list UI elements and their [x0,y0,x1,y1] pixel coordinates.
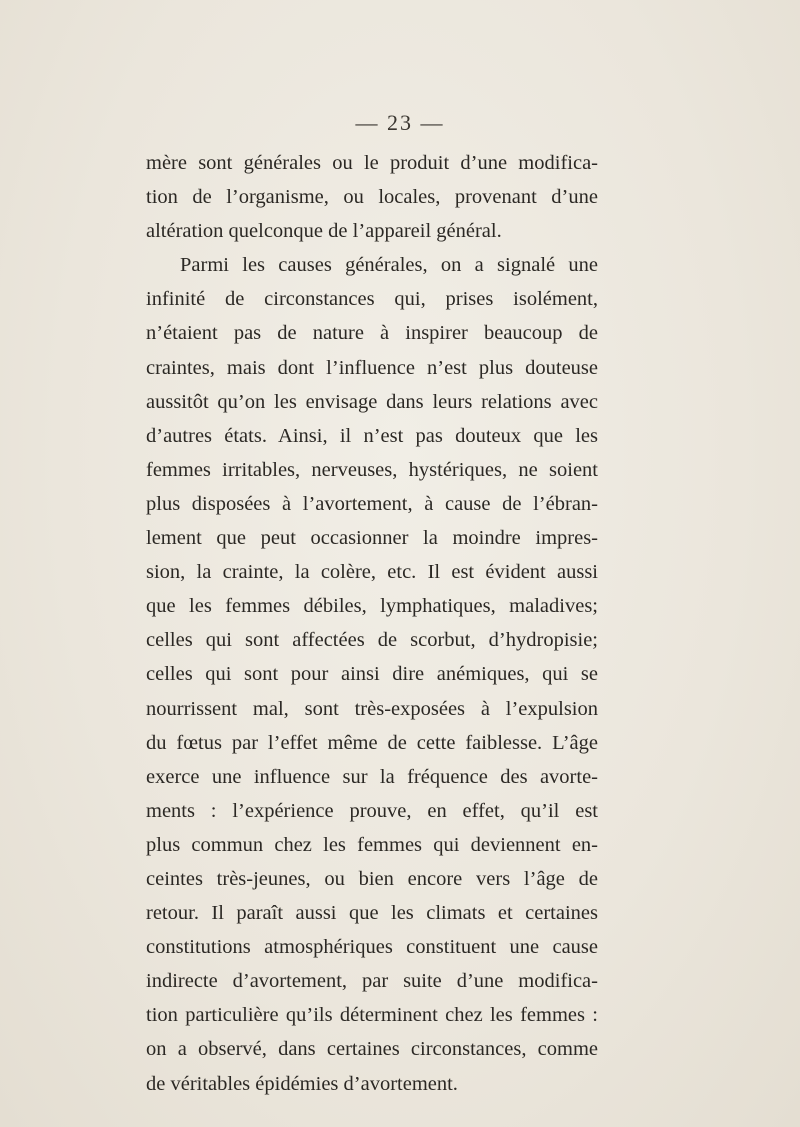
text-line: sion, la crainte, la colère, etc. Il est évident aussi [146,561,598,584]
text-line: exerce une influence sur la fréquence des avorte- [146,765,598,788]
text-line: indirecte d’avortement, par suite d’une modifica- [146,970,598,993]
text-line: que les femmes débiles, lymphatiques, maladives; [146,595,598,618]
text-line: celles qui sont affectées de scorbut, d’hydropisie; [146,629,598,652]
text-line: de véritables épidémies d’avortement. [146,1072,458,1095]
text-line: craintes, mais dont l’influence n’est plus douteuse [146,356,598,379]
text-line: du fœtus par l’effet même de cette faiblesse. L’âge [146,731,598,754]
text-line: n’étaient pas de nature à inspirer beaucoup de [146,322,598,345]
text-line: femmes irritables, nerveuses, hystériques, ne soient [146,458,598,481]
text-line: retour. Il paraît aussi que les climats et certaines [146,902,598,925]
text-line: mère sont générales ou le produit d’une modifica- [146,152,598,174]
text-line: celles qui sont pour ainsi dire anémiques, qui se [146,663,598,686]
text-line: ceintes très-jeunes, ou bien encore vers l’âge de [146,867,598,890]
text-line: plus disposées à l’avortement, à cause de l’ébran- [146,492,598,515]
text-line: plus commun chez les femmes qui deviennent en- [146,833,598,856]
text-line: Parmi les causes générales, on a signalé une [180,254,598,277]
text-line: aussitôt qu’on les envisage dans leurs relations avec [146,390,598,413]
text-line: ments : l’expérience prouve, en effet, qu’il est [146,799,598,822]
text-line: tion de l’organisme, ou locales, provenant d’une [146,186,598,209]
text-line: infinité de circonstances qui, prises isolément, [146,288,598,311]
text-line: on a observé, dans certaines circonstances, comme [146,1038,598,1061]
text-line: constitutions atmosphériques constituent une cause [146,936,598,959]
text-line: d’autres états. Ainsi, il n’est pas douteux que les [146,424,598,447]
text-line: tion particulière qu’ils déterminent chez les femmes : [146,1004,598,1027]
text-line: nourrissent mal, sont très-exposées à l’expulsion [146,697,598,720]
page-number: — 23 — [355,110,445,135]
text-line: lement que peut occasionner la moindre impres- [146,527,598,550]
text-line: altération quelconque de l’appareil général. [146,220,502,243]
body-text [146,146,598,1101]
